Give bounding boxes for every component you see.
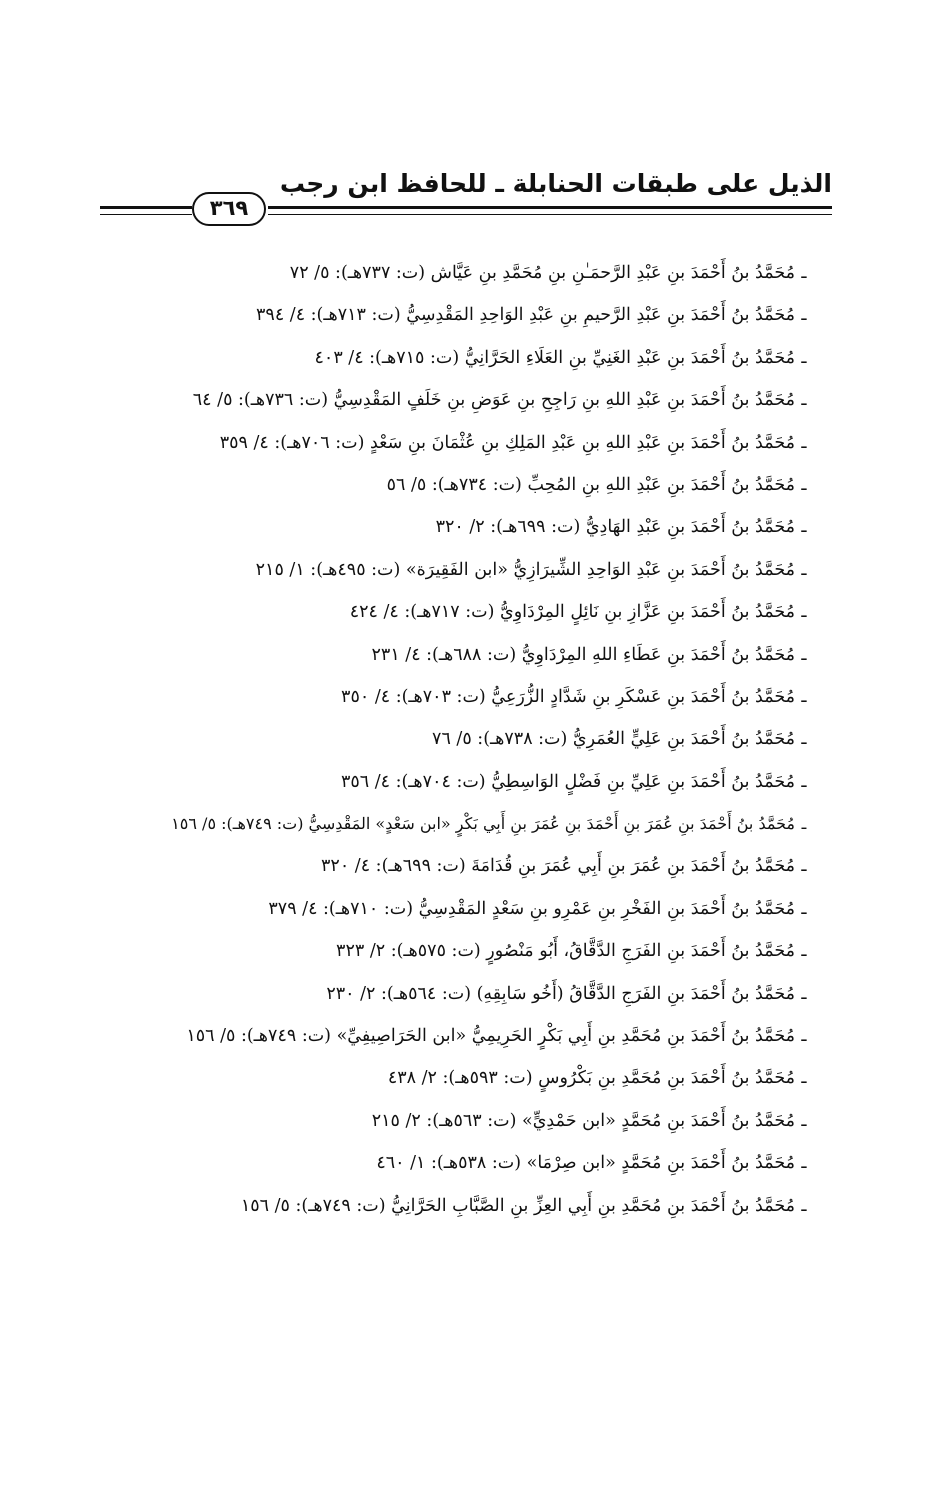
entry-dash: ـ xyxy=(801,941,807,962)
entry-text: مُحَمَّدُ بنُ أَحْمَدَ بنِ عَبْدِ الهَادِيُّ (ت: ٦٩٩هـ): ٢/ ٣٢٠ xyxy=(435,517,795,538)
index-entry xyxy=(150,1185,813,1227)
index-entry xyxy=(150,422,813,464)
entry-dash: ـ xyxy=(801,474,807,495)
entry-dash: ـ xyxy=(801,347,807,368)
entry-dash: ـ xyxy=(801,602,807,623)
entry-dash: ـ xyxy=(801,1068,807,1089)
entry-text: مُحَمَّدُ بنُ أَحْمَدَ بنِ عُمَرَ بنِ أَحْمَدَ بنِ عُمَرَ بنِ أَبِي بَكْرٍ «ابن سَعْدٍ» المَقْدِسِيُّ (ت: ٧٤٩هـ): ٥/ ١٥٦ xyxy=(171,814,795,834)
index-entry xyxy=(150,1100,813,1142)
entry-dash: ـ xyxy=(801,814,807,834)
entry-dash: ـ xyxy=(801,263,807,283)
entry-text: مُحَمَّدُ بنُ أَحْمَدَ بنِ عَلِيِّ بنِ فَضْلٍ الوَاسِطِيُّ (ت: ٧٠٤هـ): ٤/ ٣٥٦ xyxy=(340,771,795,792)
entry-dash: ـ xyxy=(801,771,807,792)
entry-dash: ـ xyxy=(801,1153,807,1174)
index-entry xyxy=(150,1142,813,1184)
entry-dash: ـ xyxy=(801,856,807,877)
index-entry xyxy=(150,506,813,548)
page-header xyxy=(100,168,832,232)
entry-text: مُحَمَّدُ بنُ أَحْمَدَ بنِ مُحَمَّدٍ «ابن حَمْدِيٍّ» (ت: ٥٦٣هـ): ٢/ ٢١٥ xyxy=(371,1110,795,1131)
entry-text: مُحَمَّدُ بنُ أَحْمَدَ بنِ عَطَاءِ اللهِ المِرْدَاوِيُّ (ت: ٦٨٨هـ): ٤/ ٢٣١ xyxy=(371,644,795,665)
entry-dash: ـ xyxy=(801,390,807,411)
index-entry xyxy=(150,1057,813,1099)
entry-text: مُحَمَّدُ بنُ أَحْمَدَ بنِ عَبْدِ اللهِ بنِ رَاجِحِ بنِ عَوَضِ بنِ خَلَفٍ المَقْدِسِيُّ (ت: ٧٣٦هـ): ٥/ ٦٤ xyxy=(192,390,795,411)
entry-dash: ـ xyxy=(801,729,807,750)
index-entry xyxy=(150,337,813,379)
index-entry xyxy=(150,252,813,294)
entry-text: مُحَمَّدُ بنُ أَحْمَدَ بنِ عَبْدِ الرَّحيمِ بنِ عَبْدِ الوَاحِدِ المَقْدِسِيُّ (ت: ٧١٣هـ): ٤/ ٣٩٤ xyxy=(256,305,795,326)
entry-dash: ـ xyxy=(801,644,807,665)
entry-text: مُحَمَّدُ بنُ أَحْمَدَ بنِ عَبْدِ الغَنِيِّ بنِ العَلَاءِ الحَرَّانِيُّ (ت: ٧١٥هـ): ٤/ ٤٠٣ xyxy=(314,347,795,368)
entry-dash: ـ xyxy=(801,686,807,707)
index-entry xyxy=(150,845,813,887)
entry-text: مُحَمَّدُ بنُ أَحْمَدَ بنِ مُحَمَّدِ بنِ بَكْرُوسٍ (ت: ٥٩٣هـ): ٢/ ٤٣٨ xyxy=(387,1068,795,1089)
index-entry xyxy=(150,464,813,506)
index-entry xyxy=(150,888,813,930)
entry-dash: ـ xyxy=(801,432,807,453)
page-number-badge: ٣٦٩ xyxy=(192,192,266,226)
entry-dash: ـ xyxy=(801,983,807,1004)
entry-dash: ـ xyxy=(801,305,807,326)
entry-dash: ـ xyxy=(801,517,807,538)
entry-text: مُحَمَّدُ بنُ أَحْمَدَ بنِ عَزَّازِ بنِ نَائِلٍ المِرْدَاوِيُّ (ت: ٧١٧هـ): ٤/ ٤٢٤ xyxy=(349,602,795,623)
index-entry xyxy=(150,718,813,760)
entry-text: مُحَمَّدُ بنُ أَحْمَدَ بنِ عَلِيٍّ العُمَرِيُّ (ت: ٧٣٨هـ): ٥/ ٧٦ xyxy=(432,729,795,750)
entry-text: مُحَمَّدُ بنُ أَحْمَدَ بنِ عَسْكَرِ بنِ شَدَّادٍ الزُّرَعِيُّ (ت: ٧٠٣هـ): ٤/ ٣٥٠ xyxy=(341,686,795,707)
index-entry xyxy=(150,676,813,718)
index-entry xyxy=(150,973,813,1015)
header-rule-right xyxy=(268,206,832,215)
entry-dash: ـ xyxy=(801,898,807,919)
running-title: الذيل على طبقات الحنابلة ـ للحافظ ابن رجب xyxy=(279,169,832,198)
index-entry xyxy=(150,591,813,633)
index-entry xyxy=(150,803,813,845)
index-entry xyxy=(150,549,813,591)
index-list xyxy=(150,252,813,1227)
entry-text: مُحَمَّدُ بنُ أَحْمَدَ بنِ مُحَمَّدِ بنِ أَبِي العِزِّ بنِ الصَّبَّابِ الحَرَّانِيُّ (ت: ٧٤٩هـ): ٥/ ١٥٦ xyxy=(240,1195,795,1216)
entry-dash: ـ xyxy=(801,559,807,580)
index-entry xyxy=(150,1015,813,1057)
entry-text: مُحَمَّدُ بنُ أَحْمَدَ بنِ مُحَمَّدِ بنِ أَبِي بَكْرٍ الحَرِيمِيُّ «ابن الحَرَاصِيفِيِّ» (ت: ٧٤٩هـ): ٥/ ١٥٦ xyxy=(186,1026,795,1047)
entry-dash: ـ xyxy=(801,1110,807,1131)
entry-dash: ـ xyxy=(801,1026,807,1047)
index-entry xyxy=(150,294,813,336)
entry-text: مُحَمَّدُ بنُ أَحْمَدَ بنِ عَبْدِ الرَّحمَـٰنِ بنِ مُحَمَّدِ بنِ عَيَّاش (ت: ٧٣٧هـ): ٥/ ٧٢ xyxy=(289,263,795,283)
entry-dash: ـ xyxy=(801,1195,807,1216)
entry-text: مُحَمَّدُ بنُ أَحْمَدَ بنِ عَبْدِ اللهِ بنِ المُحِبِّ (ت: ٧٣٤هـ): ٥/ ٥٦ xyxy=(386,474,795,495)
entry-text: مُحَمَّدُ بنُ أَحْمَدَ بنِ الفَرَجِ الدَّقَّاقُ (أَخُو سَابِقِهِ) (ت: ٥٦٤هـ): ٢/ ٢٣٠ xyxy=(326,983,795,1004)
entry-text: مُحَمَّدُ بنُ أَحْمَدَ بنِ عَبْدِ اللهِ بنِ عَبْدِ المَلِكِ بنِ عُثْمَانَ بنِ سَعْدٍ (ت: ٧٠٦هـ): ٤/ ٣٥٩ xyxy=(219,432,795,453)
entry-text: مُحَمَّدُ بنُ أَحْمَدَ بنِ الفَرَجِ الدَّقَّاقُ، أَبُو مَنْصُورٍ (ت: ٥٧٥هـ): ٢/ ٣٢٣ xyxy=(336,941,795,962)
index-entry xyxy=(150,379,813,421)
entry-text: مُحَمَّدُ بنُ أَحْمَدَ بنِ عُمَرَ بنِ أَبِي عُمَرَ بنِ قُدَامَةَ (ت: ٦٩٩هـ): ٤/ ٣٢٠ xyxy=(321,856,795,877)
entry-text: مُحَمَّدُ بنُ أَحْمَدَ بنِ مُحَمَّدٍ «ابن صِرْمَا» (ت: ٥٣٨هـ): ١/ ٤٦٠ xyxy=(376,1153,795,1174)
entry-text: مُحَمَّدُ بنُ أَحْمَدَ بنِ الفَخْرِ بنِ عَمْرِو بنِ سَعْدٍ المَقْدِسِيُّ (ت: ٧١٠هـ): ٤/ ٣٧٩ xyxy=(268,898,795,919)
entry-text: مُحَمَّدُ بنُ أَحْمَدَ بنِ عَبْدِ الوَاحِدِ الشِّيرَازِيُّ «ابن الفَقِيرَة» (ت: ٤٩٥هـ): ١/ ٢١٥ xyxy=(255,559,795,580)
header-rule-left xyxy=(100,206,192,215)
index-entry xyxy=(150,761,813,803)
index-entry xyxy=(150,634,813,676)
index-entry xyxy=(150,930,813,972)
